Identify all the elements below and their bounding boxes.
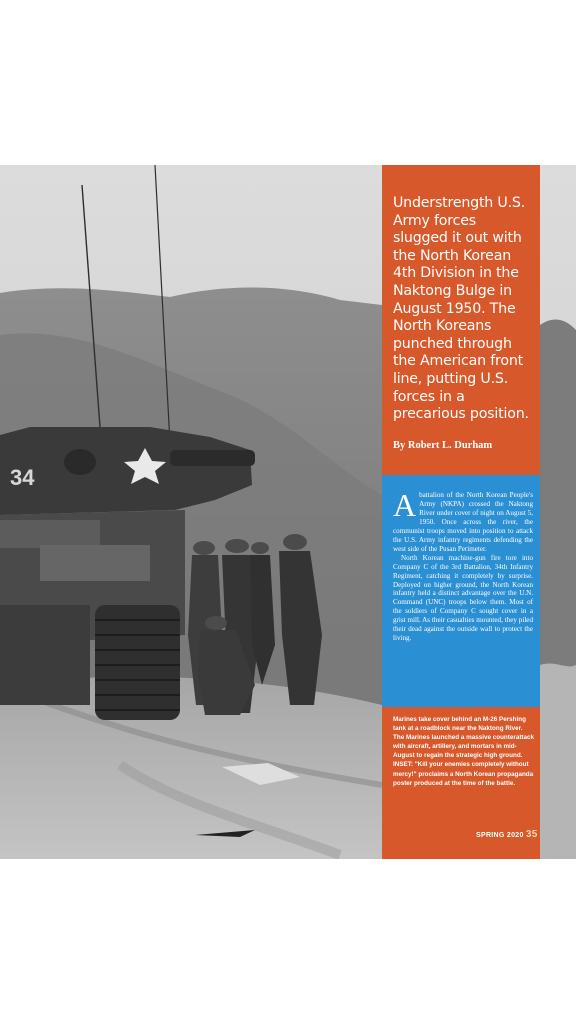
article-deck: Understrength U.S. Army forces slugged it out with the North Korean 4th Division in the Naktong Bulge in August 1950. The North Koreans punched through the American front line, putting U.S. forces in a precarious position. xyxy=(393,195,529,423)
article-body xyxy=(393,487,533,643)
byline: By Robert L. Durham xyxy=(393,440,493,451)
folio-label: SPRING 2020 xyxy=(476,832,524,839)
page-folio xyxy=(476,829,538,840)
photo-caption: Marines take cover behind an M-26 Pershing tank at a roadblock near the Naktong River. The Marines launched a massive counterattack with aircraft, artillery, and mortars in mid-August to regain the strategic high ground. INSET: "Kill your enemies completely without mercy!" proclaims a North Korean propaganda poster produced at the time of the battle. xyxy=(393,716,535,787)
drop-cap: A xyxy=(393,487,417,523)
body-paragraph: North Korean machine-gun fire tore into Company C of the 3rd Battalion, 34th Infantry Regiment, catching it completely by surprise. Deployed on higher ground, the North Korean infantry held a distinct advantage over the U.N. Command (UNC) troops below them. Most of the soldiers of Company C sought cover in a grist mill. As their casualties mounted, they piled their dead against the outside wall to protect the living. xyxy=(393,553,533,643)
body-paragraph: battalion of the North Korean People's Army (NKPA) crossed the Naktong River under cover of night on August 5, 1950. Once across the river, the communist troops moved into position to attack the U.S. Army infantry regiments defending the west side of the Pusan Perimeter. xyxy=(393,491,533,553)
tank-marking: 34 xyxy=(10,465,35,490)
page-number: 35 xyxy=(525,829,538,840)
magazine-page xyxy=(0,165,576,859)
